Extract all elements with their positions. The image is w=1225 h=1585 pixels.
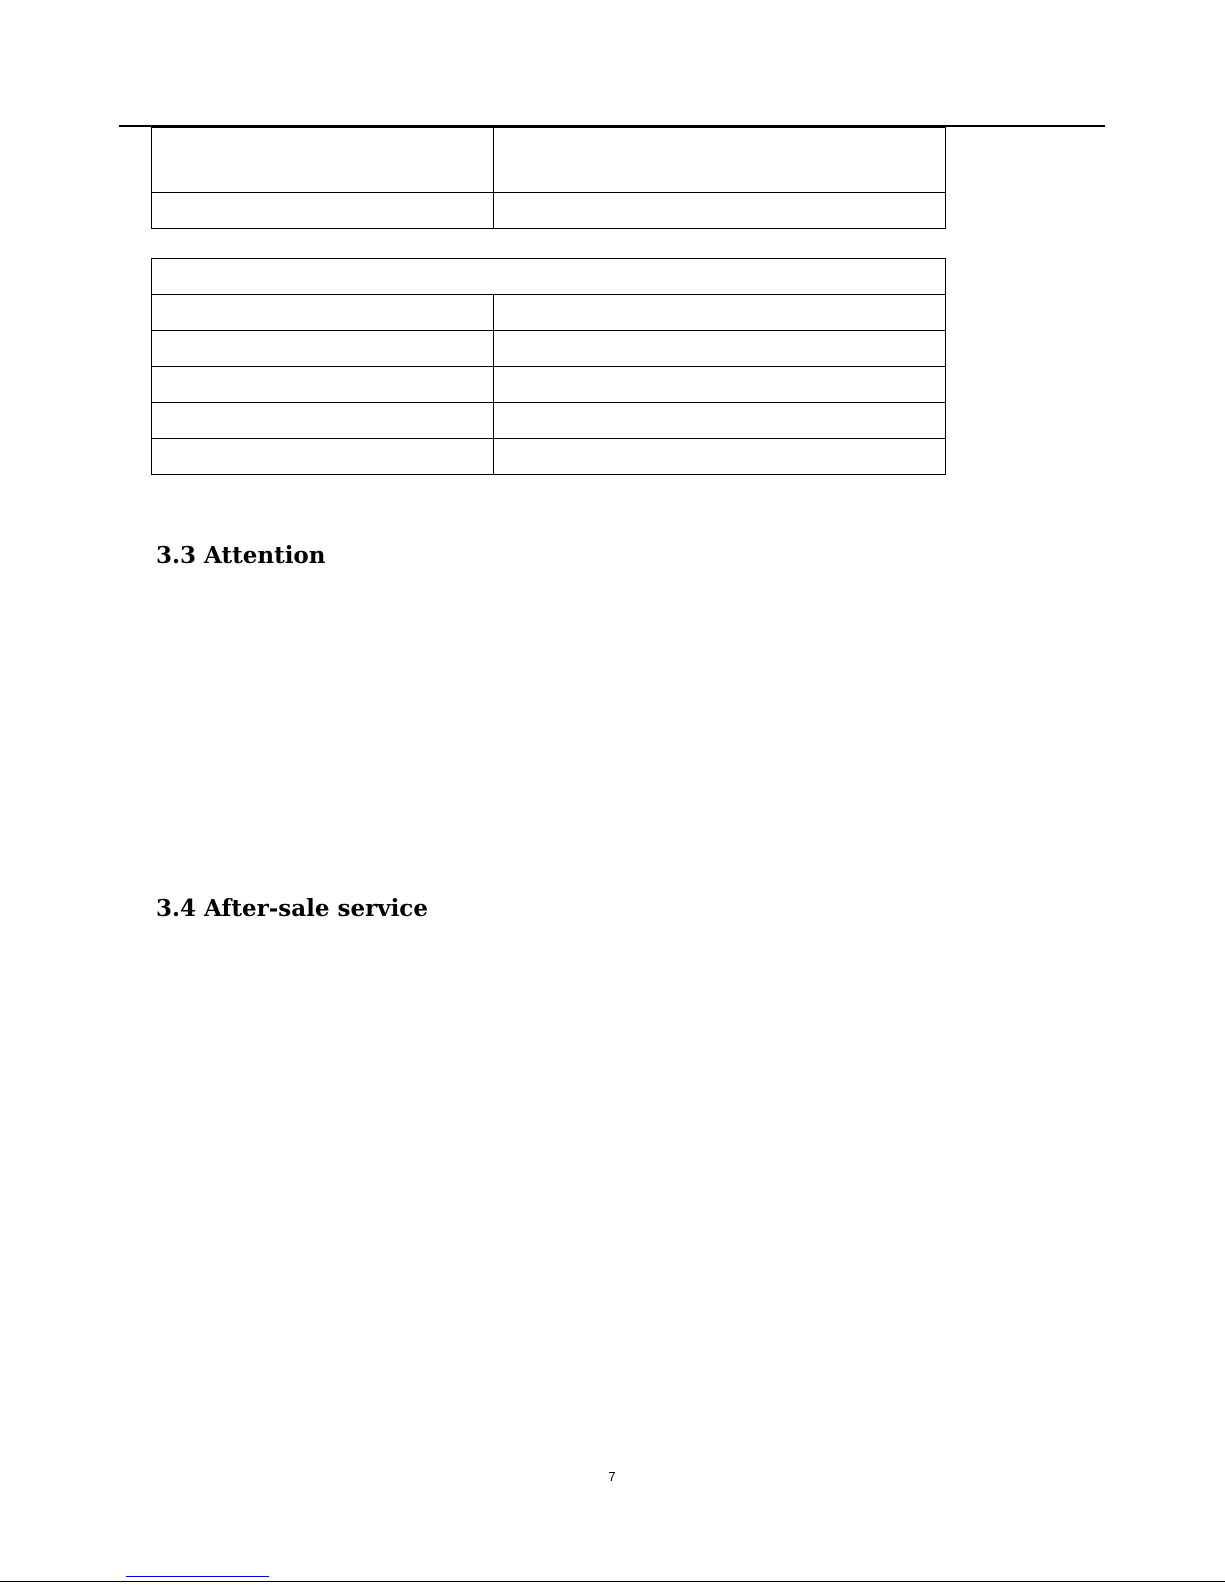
table-row <box>152 403 946 439</box>
table-cell <box>494 331 946 367</box>
table-row <box>152 295 946 331</box>
table-header-cell <box>152 259 946 295</box>
table-cell <box>494 367 946 403</box>
table-row <box>152 331 946 367</box>
page-number: 7 <box>608 1469 616 1484</box>
table-cell <box>494 403 946 439</box>
table-cell <box>152 193 494 229</box>
spec-table-continued <box>151 127 946 229</box>
parts-table <box>151 258 946 475</box>
table-cell <box>494 193 946 229</box>
table-cell <box>152 367 494 403</box>
table-cell <box>494 439 946 475</box>
table-cell <box>152 439 494 475</box>
table-row <box>152 128 946 193</box>
section-heading-after-sale-service: 3.4 After-sale service <box>156 895 428 922</box>
section-heading-attention: 3.3 Attention <box>156 542 326 569</box>
table-header-row <box>152 259 946 295</box>
table-row <box>152 367 946 403</box>
table-cell <box>152 331 494 367</box>
footer-link-underline[interactable] <box>126 1576 269 1577</box>
table-cell <box>494 128 946 193</box>
table-cell <box>152 403 494 439</box>
table-cell <box>494 295 946 331</box>
table-cell <box>152 295 494 331</box>
footer-rule <box>0 1581 1225 1582</box>
table-row <box>152 439 946 475</box>
table-cell <box>152 128 494 193</box>
table-row <box>152 193 946 229</box>
